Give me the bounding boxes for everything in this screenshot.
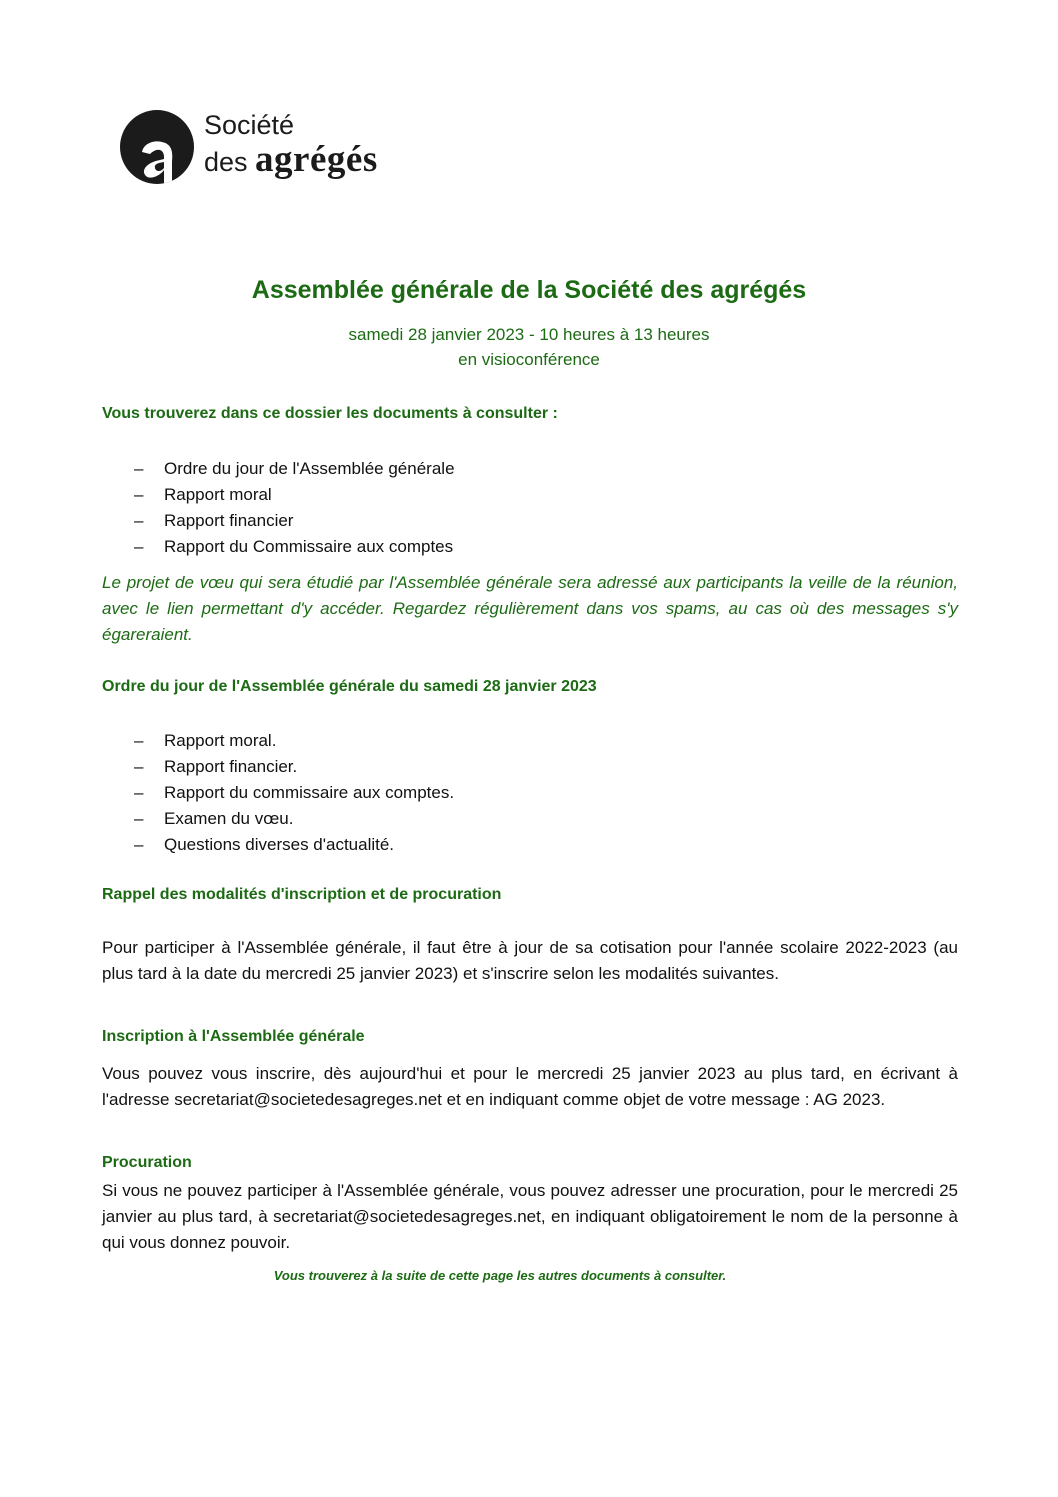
procuration-body: Si vous ne pouvez participer à l'Assemblée générale, vous pouvez adresser une procuration, pour le mercredi 25 janvier au plus tard, à secretariat@societedesagreges.net, en indiquant obligatoirement le nom de la personne à qui vous donnez pouvoir. — [102, 1181, 958, 1252]
agenda-heading: Ordre du jour de l'Assemblée générale du samedi 28 janvier 2023 — [102, 678, 597, 695]
event-mode: en visioconférence — [458, 350, 600, 369]
procuration-heading: Procuration — [102, 1154, 192, 1171]
documents-heading: Vous trouverez dans ce dossier les documents à consulter : — [102, 405, 558, 422]
wish-project-note: Le projet de vœu qui sera étudié par l'Assemblée générale sera adressé aux participants la veille de la réunion, avec le lien permettant d'y accéder. Regardez régulièrement dans vos spams, au cas où des messages s'y égareraient. — [102, 573, 958, 644]
letter-a-circle-icon — [120, 110, 194, 184]
list-item: – Questions diverses d'actualité. — [134, 835, 395, 854]
list-item: – Ordre du jour de l'Assemblée générale — [134, 459, 455, 478]
list-item: – Rapport moral. — [134, 731, 277, 750]
documents-list — [134, 456, 455, 560]
logo-text-light: des — [204, 147, 256, 177]
list-item: – Rapport du Commissaire aux comptes — [134, 537, 454, 556]
list-item: – Rapport financier — [134, 511, 294, 530]
page-title: Assemblée générale de la Société des agrégés — [251, 276, 807, 304]
footer-note: Vous trouverez à la suite de cette page les autres documents à consulter. — [273, 1268, 727, 1283]
list-item: – Rapport moral — [134, 485, 272, 504]
agenda-list — [134, 728, 454, 858]
society-logo — [120, 110, 400, 190]
logo-text-bold: agrégés — [255, 139, 378, 180]
list-item: – Examen du vœu. — [134, 809, 294, 828]
logo-text-line1: Société — [204, 110, 295, 140]
inscription-body: Vous pouvez vous inscrire, dès aujourd'hui et pour le mercredi 25 janvier 2023 au plus tard, en écrivant à l'adresse secretariat@societedesagreges.net et en indiquant comme objet de votre message : AG 2023. — [102, 1064, 958, 1109]
list-item: – Rapport du commissaire aux comptes. — [134, 783, 455, 802]
inscription-heading: Inscription à l'Assemblée générale — [102, 1028, 365, 1045]
modalities-body: Pour participer à l'Assemblée générale, il faut être à jour de sa cotisation pour l'année scolaire 2022-2023 (au plus tard à la date du mercredi 25 janvier 2023) et s'inscrire selon les modalités suivantes. — [102, 938, 958, 983]
modalities-heading: Rappel des modalités d'inscription et de procuration — [102, 886, 502, 903]
event-date: samedi 28 janvier 2023 - 10 heures à 13 heures — [348, 325, 710, 344]
list-item: – Rapport financier. — [134, 757, 298, 776]
